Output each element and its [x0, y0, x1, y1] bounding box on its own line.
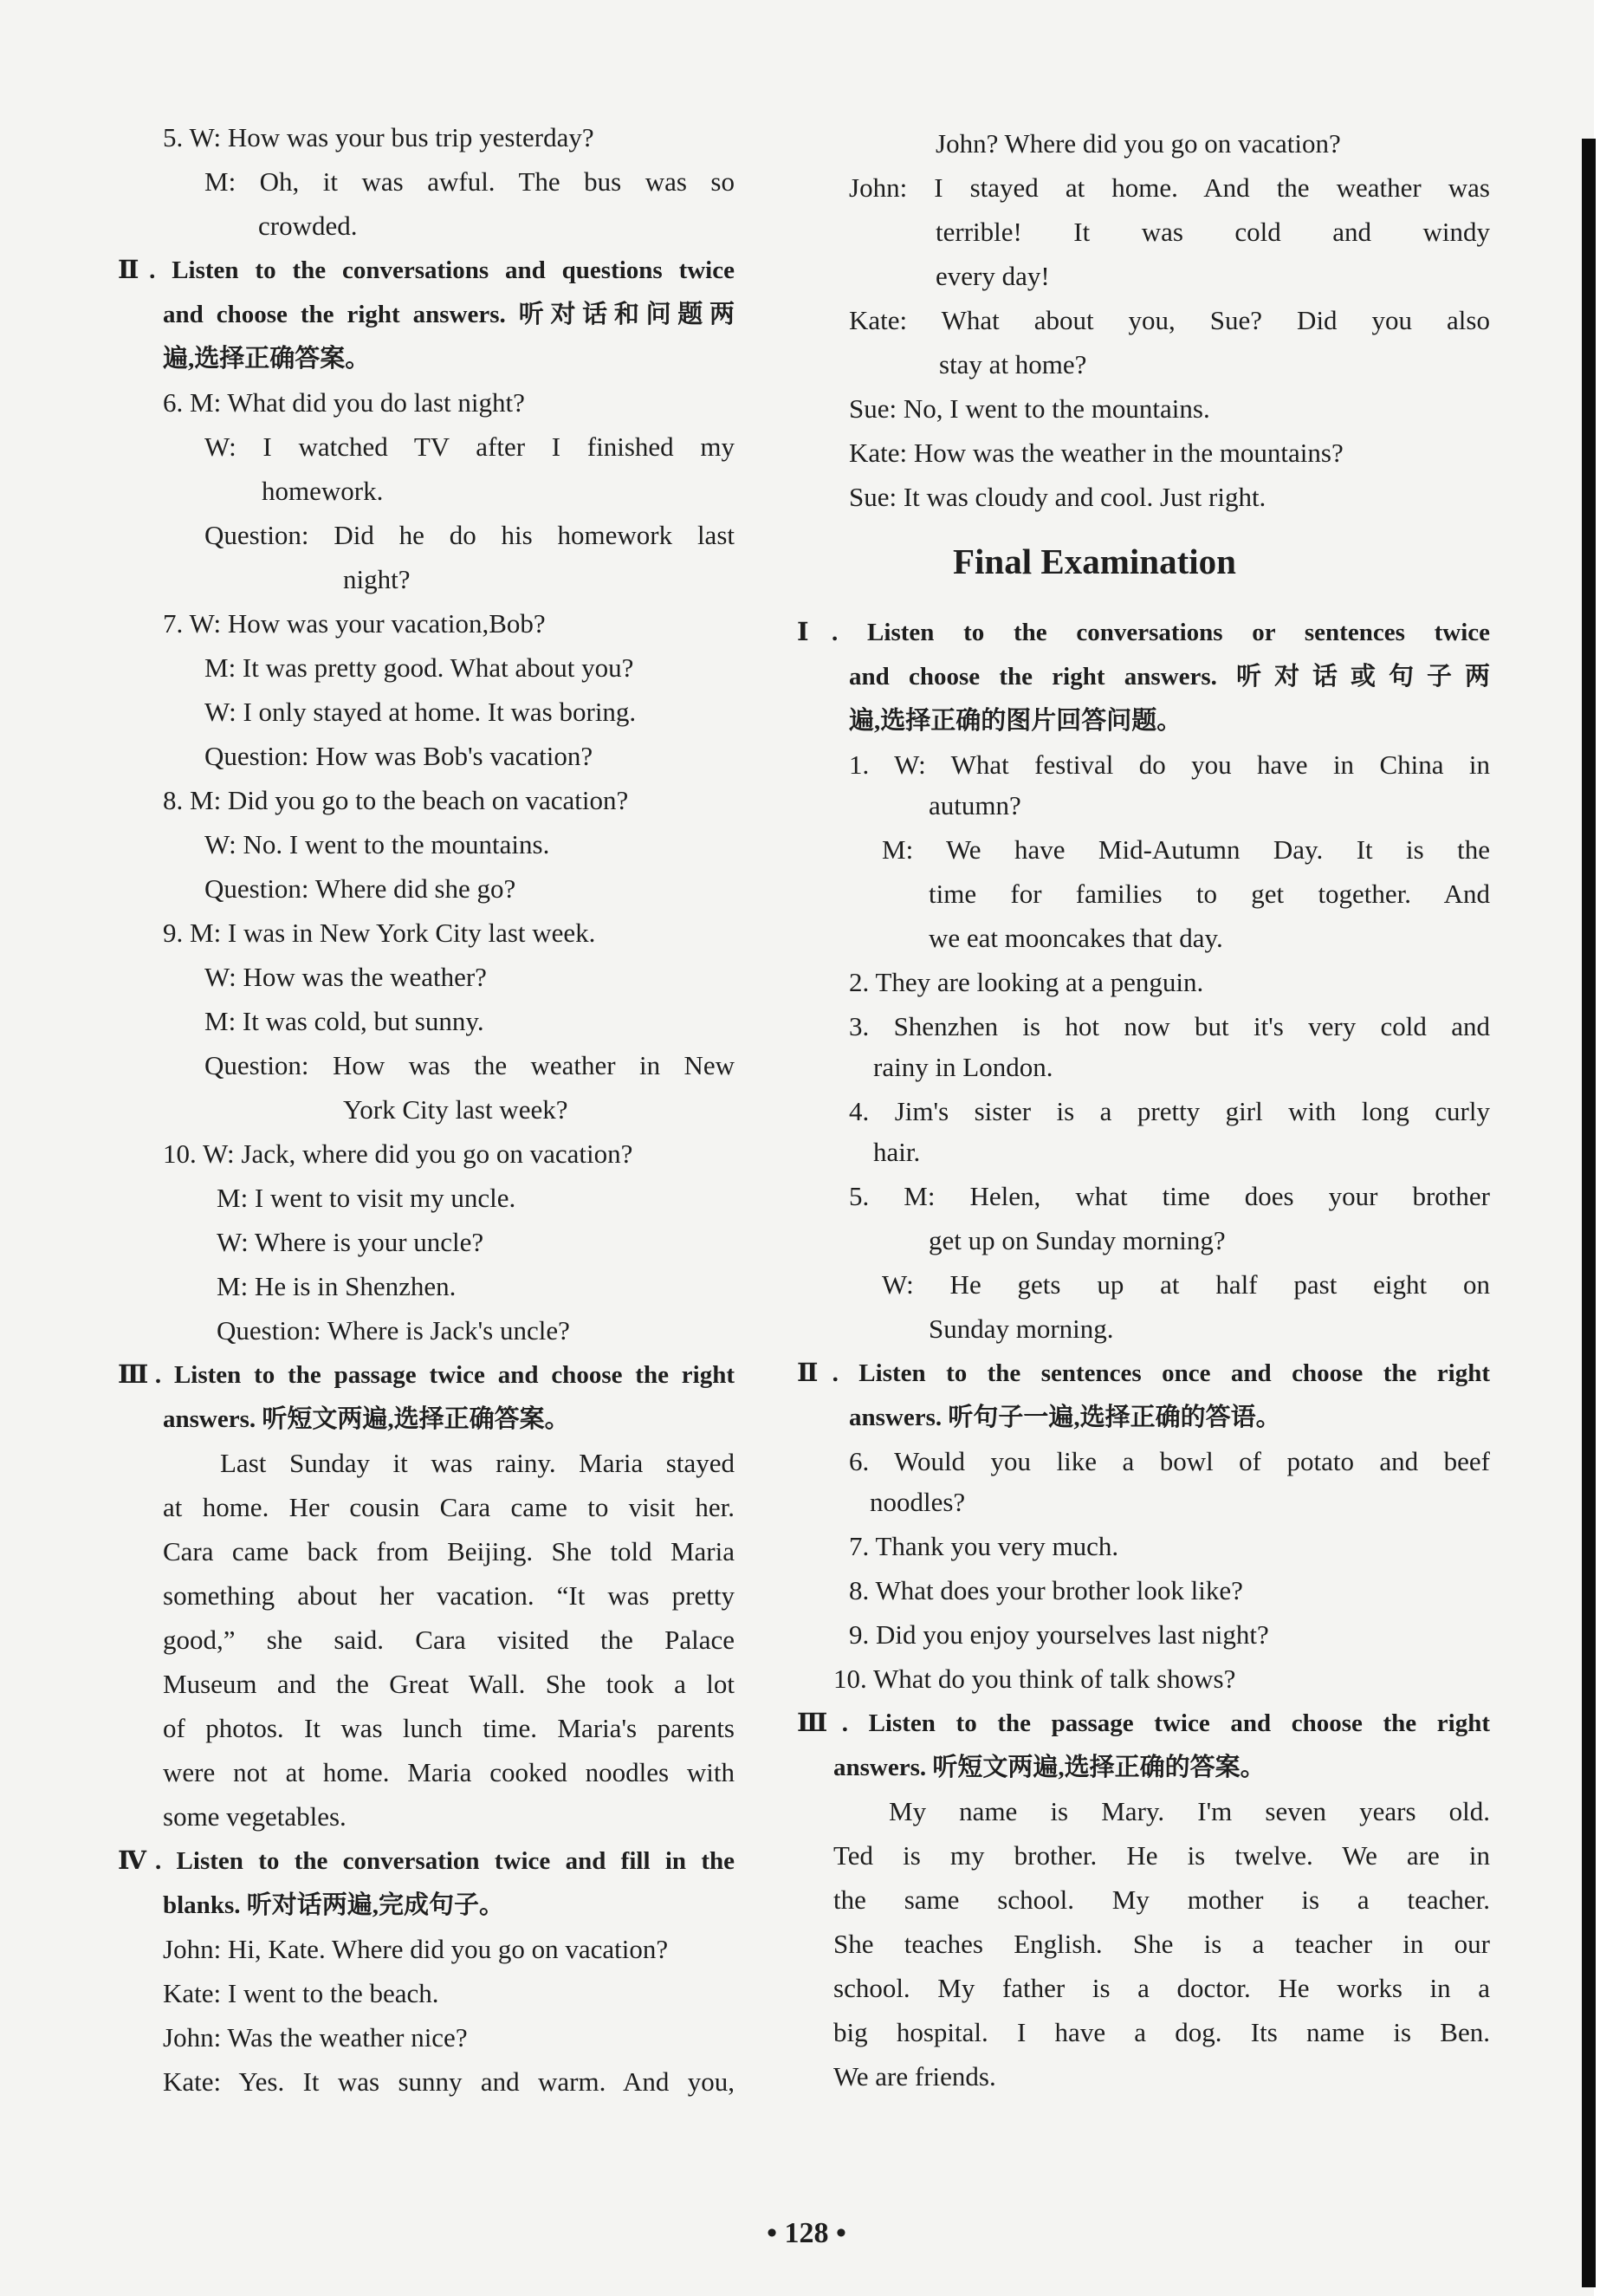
text-line: M: We have Mid-Autumn Day. It is the	[882, 834, 1490, 865]
section-heading: Ⅳ. Listen to the conversation twice and fill in the	[118, 1847, 735, 1875]
text-line: Kate: What about you, Sue? Did you also	[849, 305, 1490, 335]
text-line: W: I only stayed at home. It was boring.	[204, 697, 637, 727]
paragraph-line: Cara came back from Beijing. She told Maria	[163, 1536, 735, 1566]
section-heading: Ⅰ. Listen to the conversations or sentences twice	[797, 619, 1490, 646]
paragraph-line: good,” she said. Cara visited the Palace	[163, 1625, 735, 1655]
section-heading: Ⅲ. Listen to the passage twice and choose the right	[797, 1709, 1490, 1737]
text-line: Kate: How was the weather in the mountains?	[849, 438, 1344, 468]
section-heading: answers. 听句子一遍,选择正确的答语。	[849, 1404, 1281, 1431]
paragraph-line: of photos. It was lunch time. Maria's parents	[163, 1713, 735, 1743]
section-heading: blanks. 听对话两遍,完成句子。	[163, 1891, 504, 1919]
text-line: M: It was cold, but sunny.	[204, 1006, 484, 1036]
paragraph-line: were not at home. Maria cooked noodles with	[163, 1757, 735, 1787]
paragraph-line: Ted is my brother. He is twelve. We are in	[833, 1840, 1490, 1871]
text-line: get up on Sunday morning?	[929, 1225, 1226, 1255]
page-edge	[1594, 0, 1613, 2296]
paragraph-line: We are friends.	[833, 2061, 996, 2092]
text-line: Question: Where is Jack's uncle?	[217, 1315, 570, 1346]
section-heading: 遍,选择正确答案。	[163, 345, 371, 373]
text-line: 7. W: How was your vacation,Bob?	[163, 608, 546, 639]
text-line: Question: How was Bob's vacation?	[204, 741, 593, 771]
text-line: Sunday morning.	[929, 1313, 1114, 1344]
text-line: every day!	[936, 261, 1050, 291]
text-line: 10. What do you think of talk shows?	[833, 1664, 1236, 1694]
text-line: 5. W: How was your bus trip yesterday?	[163, 122, 594, 152]
text-line: night?	[343, 564, 411, 594]
text-line: M: He is in Shenzhen.	[217, 1271, 457, 1301]
text-line: W: Where is your uncle?	[217, 1227, 484, 1257]
text-line: John: Was the weather nice?	[163, 2022, 468, 2053]
text-line: 7. Thank you very much.	[849, 1531, 1119, 1561]
text-line: crowded.	[258, 211, 358, 241]
text-line: Question: Did he do his homework last	[204, 520, 735, 550]
text-line: M: I went to visit my uncle.	[217, 1183, 516, 1213]
paragraph-line: school. My father is a doctor. He works in a	[833, 1973, 1490, 2003]
text-line: 9. M: I was in New York City last week.	[163, 918, 596, 948]
text-line: 10. W: Jack, where did you go on vacation?	[163, 1138, 633, 1169]
text-line: Kate: Yes. It was sunny and warm. And you,	[163, 2066, 735, 2097]
text-line: M: It was pretty good. What about you?	[204, 652, 634, 683]
text-line: 3. Shenzhen is hot now but it's very cold and	[849, 1011, 1490, 1041]
text-line: 1. W: What festival do you have in China in	[849, 749, 1490, 780]
text-line: rainy in London.	[873, 1052, 1053, 1082]
page-title: Final Examination	[953, 542, 1236, 581]
text-line: M: Oh, it was awful. The bus was so	[204, 166, 735, 197]
text-line: 8. M: Did you go to the beach on vacation?	[163, 785, 629, 815]
paragraph-line: at home. Her cousin Cara came to visit her.	[163, 1492, 735, 1522]
text-line: Question: How was the weather in New	[204, 1050, 735, 1080]
section-heading: answers. 听短文两遍,选择正确答案。	[163, 1405, 570, 1433]
paragraph-line: My name is Mary. I'm seven years old.	[889, 1796, 1490, 1826]
text-line: stay at home?	[939, 349, 1087, 379]
section-heading: answers. 听短文两遍,选择正确的答案。	[833, 1754, 1266, 1781]
text-line: Sue: No, I went to the mountains.	[849, 393, 1210, 424]
text-line: John: Hi, Kate. Where did you go on vacation?	[163, 1934, 669, 1964]
text-line: autumn?	[929, 790, 1021, 820]
paragraph-line: Last Sunday it was rainy. Maria stayed	[220, 1448, 735, 1478]
text-line: terrible! It was cold and windy	[936, 217, 1490, 247]
paragraph-line: some vegetables.	[163, 1801, 347, 1832]
page-number: • 128 •	[767, 2217, 846, 2249]
text-line: we eat mooncakes that day.	[929, 923, 1223, 953]
text-line: 5. M: Helen, what time does your brother	[849, 1181, 1490, 1211]
text-line: York City last week?	[343, 1094, 568, 1125]
text-line: 2. They are looking at a penguin.	[849, 967, 1204, 997]
section-heading: Ⅱ. Listen to the sentences once and choose the right	[797, 1359, 1490, 1387]
section-heading: Ⅱ. Listen to the conversations and questions twice	[118, 256, 735, 284]
text-line: Kate: I went to the beach.	[163, 1978, 439, 2008]
text-line: W: No. I went to the mountains.	[204, 829, 550, 859]
text-line: W: I watched TV after I finished my	[204, 431, 735, 462]
text-line: 6. Would you like a bowl of potato and beef	[849, 1446, 1490, 1476]
paragraph-line: something about her vacation. “It was pretty	[163, 1580, 735, 1611]
text-line: 6. M: What did you do last night?	[163, 387, 525, 418]
text-line: John: I stayed at home. And the weather was	[849, 172, 1490, 203]
text-line: 8. What does your brother look like?	[849, 1575, 1243, 1605]
paragraph-line: the same school. My mother is a teacher.	[833, 1884, 1490, 1915]
text-line: 4. Jim's sister is a pretty girl with long curly	[849, 1096, 1490, 1126]
section-heading: Ⅲ. Listen to the passage twice and choose the right	[118, 1361, 735, 1389]
text-line: Sue: It was cloudy and cool. Just right.	[849, 482, 1266, 512]
text-line: John? Where did you go on vacation?	[936, 128, 1341, 159]
paragraph-line: big hospital. I have a dog. Its name is Ben.	[833, 2017, 1490, 2047]
text-line: 9. Did you enjoy yourselves last night?	[849, 1619, 1269, 1650]
text-line: homework.	[262, 476, 384, 506]
section-heading: and choose the right answers. 听对话和问题两	[163, 301, 735, 328]
text-line: hair.	[873, 1137, 921, 1167]
binding-edge	[1582, 139, 1596, 2287]
text-line: noodles?	[870, 1487, 966, 1517]
paragraph-line: Museum and the Great Wall. She took a lot	[163, 1669, 735, 1699]
text-line: time for families to get together. And	[929, 879, 1490, 909]
paragraph-line: She teaches English. She is a teacher in our	[833, 1929, 1490, 1959]
section-heading: and choose the right answers. 听对话或句子两	[849, 663, 1490, 691]
section-heading: 遍,选择正确的图片回答问题。	[849, 707, 1182, 735]
text-line: W: How was the weather?	[204, 962, 487, 992]
text-line: W: He gets up at half past eight on	[882, 1269, 1490, 1300]
text-line: Question: Where did she go?	[204, 873, 516, 904]
